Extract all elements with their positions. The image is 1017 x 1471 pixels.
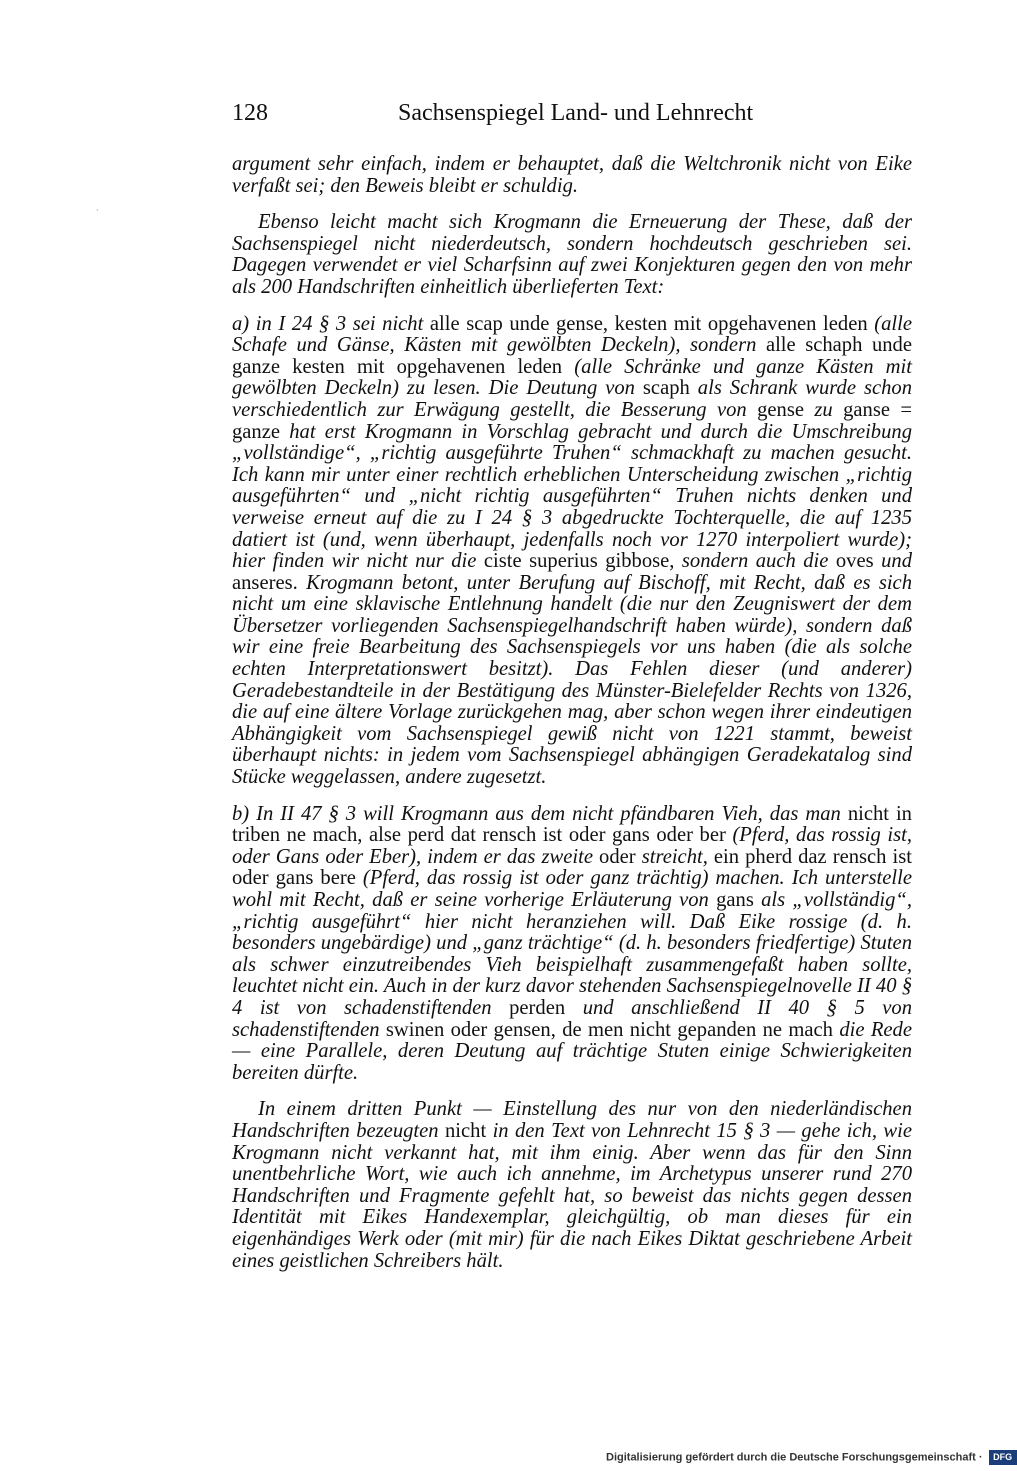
body-text [232, 154, 912, 1287]
commentary-text: In einem dritten Punkt — Einstellung des nur von den niederländischen Handschriften bezeugten [232, 1098, 912, 1142]
page-number: 128 [232, 100, 268, 126]
source-quotation: perden [509, 996, 583, 1019]
page-header [232, 100, 912, 132]
source-quotation: gense [757, 398, 815, 421]
source-quotation: anseres. [232, 571, 307, 594]
commentary-text: die Rede — eine Parallele, deren Deutung auf trächtige Stuten einige Schwierigkeiten bereiten dürfte. [232, 1018, 912, 1084]
commentary-text: in den Text von Lehnrecht 15 § 3 — gehe ich, wie Krogmann nicht verkannt hat, mit ihm einig. Aber wenn das für den Sinn unentbehrliche Wort, wie auch ich annehme, im Archetypus unserer rund 270 Handschriften und Fragmente gefehlt hat, so beweist das nichts gegen dessen Identität mit Eikes Handexemplar, gleichgültig, ob man dieses für ein eigenhändiges Werk oder (mit mir) für die nach Eikes Diktat geschriebene Arbeit eines geistlichen Schreibers hält. [232, 1119, 913, 1272]
digitization-credit [606, 1450, 1013, 1466]
commentary-text: als „vollständig“, „richtig ausgeführt“ hier nicht heranziehen will. Daß Eike rossige (d. h. besonders ungebärdige) und „ganz trächtige“ (d. h. besonders friedfertige) Stuten als schwer einzutreibendes Vieh beispielhaft zusammengefaßt haben sollte, leuchtet nicht ein. Auch in der kurz davor stehenden Sachsenspiegelnovelle II 40 § 4 ist von schadenstiftenden [232, 889, 912, 1019]
commentary-text: hat erst Krogmann in Vorschlag gebracht und durch die Umschreibung „vollständige“, „richtig ausgeführte Truhen“ schmackhaft zu machen gesucht. Ich kann mir unter einer rechtlich erheblichen Unterscheidung zwischen „richtig ausgeführten“ und „nicht richtig ausgeführten“ Truhen nichts denken und verweise erneut auf die zu I 24 § 3 abgedruckte Tochterquelle, die auf 1235 datiert ist (und, wenn überhaupt, jedenfalls noch vor 1270 interpoliert wurde); hier finden wir nicht nur die [232, 420, 912, 573]
commentary-text: (Pferd, das rossig ist, oder Gans oder Eber), indem er das zweite [232, 824, 912, 868]
source-quotation: swinen oder gensen, de men nicht gepanden ne mach [385, 1018, 840, 1041]
source-quotation: scaph [642, 377, 698, 400]
source-quotation: ein pherd daz rensch ist oder gans bere [232, 845, 912, 890]
paragraph [232, 314, 912, 789]
credit-text: Digitalisierung gefördert durch die Deutsche Forschungsgemeinschaft · [606, 1451, 983, 1464]
paragraph [232, 154, 912, 197]
commentary-text: argument sehr einfach, indem er behauptet, daß die Weltchronik nicht von Eike verfaßt sei; den Beweis bleibt er schuldig. [232, 153, 912, 197]
commentary-text: zu [814, 398, 844, 421]
source-quotation: oder [599, 845, 642, 868]
commentary-text: sondern auch die [681, 550, 836, 573]
commentary-text: a) in I 24 § 3 sei nicht [232, 312, 430, 335]
source-quotation: nicht [444, 1119, 493, 1142]
commentary-text: Ebenso leicht macht sich Krogmann die Erneuerung der These, daß der Sachsenspiegel nicht niederdeutsch, sondern hochdeutsch geschrieben sei. Dagegen verwendet er viel Scharfsinn auf zwei Konjekturen gegen den von mehr als 200 Handschriften einheitlich überlieferten Text: [232, 211, 912, 298]
source-quotation: oves [835, 550, 882, 573]
commentary-text: b) In II 47 § 3 will Krogmann aus dem nicht pfändbaren Vieh, das man [232, 802, 848, 825]
source-quotation: alle schaph unde ganze kesten mit opgehavenen leden [232, 334, 912, 378]
commentary-text: und anschließend II 40 § 5 von schadenstiftenden [232, 996, 912, 1041]
source-quotation: alle scap unde gense, kesten mit opgehavenen leden [429, 312, 875, 335]
paragraph [232, 804, 912, 1085]
source-quotation: gans [716, 889, 762, 911]
source-quotation: ganse = ganze [232, 398, 912, 443]
commentary-text: Krogmann betont, unter Berufung auf Bischoff, mit Recht, daß es sich nicht um eine sklavische Entlehnung handelt (die nur den Zeugniswert der dem Übersetzer vorliegenden Sachsenspiegelhandschrift haben würde), sondern daß wir eine freie Bearbeitung des Sachsenspiegels vor uns haben (die als solche echten Interpretationswert besitzt). Das Fehlen dieser (und anderer) Geradebestandteile in der Bestätigung des Münster-Bielefelder Rechts von 1326, die auf eine ältere Vorlage zurückgehen mag, aber schon wegen ihrer eindeutigen Abhängigkeit vom Sachsenspiegel gewiß nicht von 1221 stammt, beweist überhaupt nichts: in jedem vom Sachsenspiegel abhängigen Geradekatalog sind Stücke weggelassen, andere zugesetzt. [232, 571, 912, 789]
commentary-text: (alle Schränke und ganze Kästen mit gewölbten Deckeln) zu lesen. Die Deutung von [232, 355, 912, 400]
commentary-text: streicht, [641, 845, 714, 868]
running-head: Sachsenspiegel Land- und Lehnrecht [398, 100, 754, 126]
commentary-text: (alle Schafe und Gänse, Kästen mit gewölbten Deckeln), sondern [232, 312, 912, 357]
source-quotation: nicht in triben ne mach, alse perd dat rensch ist oder gans oder ber [232, 802, 912, 847]
commentary-text: (Pferd, das rossig ist oder ganz trächtig) machen. Ich unterstelle wohl mit Recht, daß er seine vorherige Erläuterung von [232, 867, 912, 911]
commentary-text: und [881, 550, 912, 573]
dfg-logo-icon: DFG [989, 1450, 1017, 1465]
source-quotation: ciste superius gibbose, [483, 550, 682, 573]
paragraph [232, 1099, 912, 1272]
commentary-text: als Schrank wurde schon verschiedentlich zur Erwägung gestellt, die Besserung von [232, 377, 912, 421]
scan-speck: ` [96, 208, 99, 218]
paragraph [232, 212, 912, 298]
